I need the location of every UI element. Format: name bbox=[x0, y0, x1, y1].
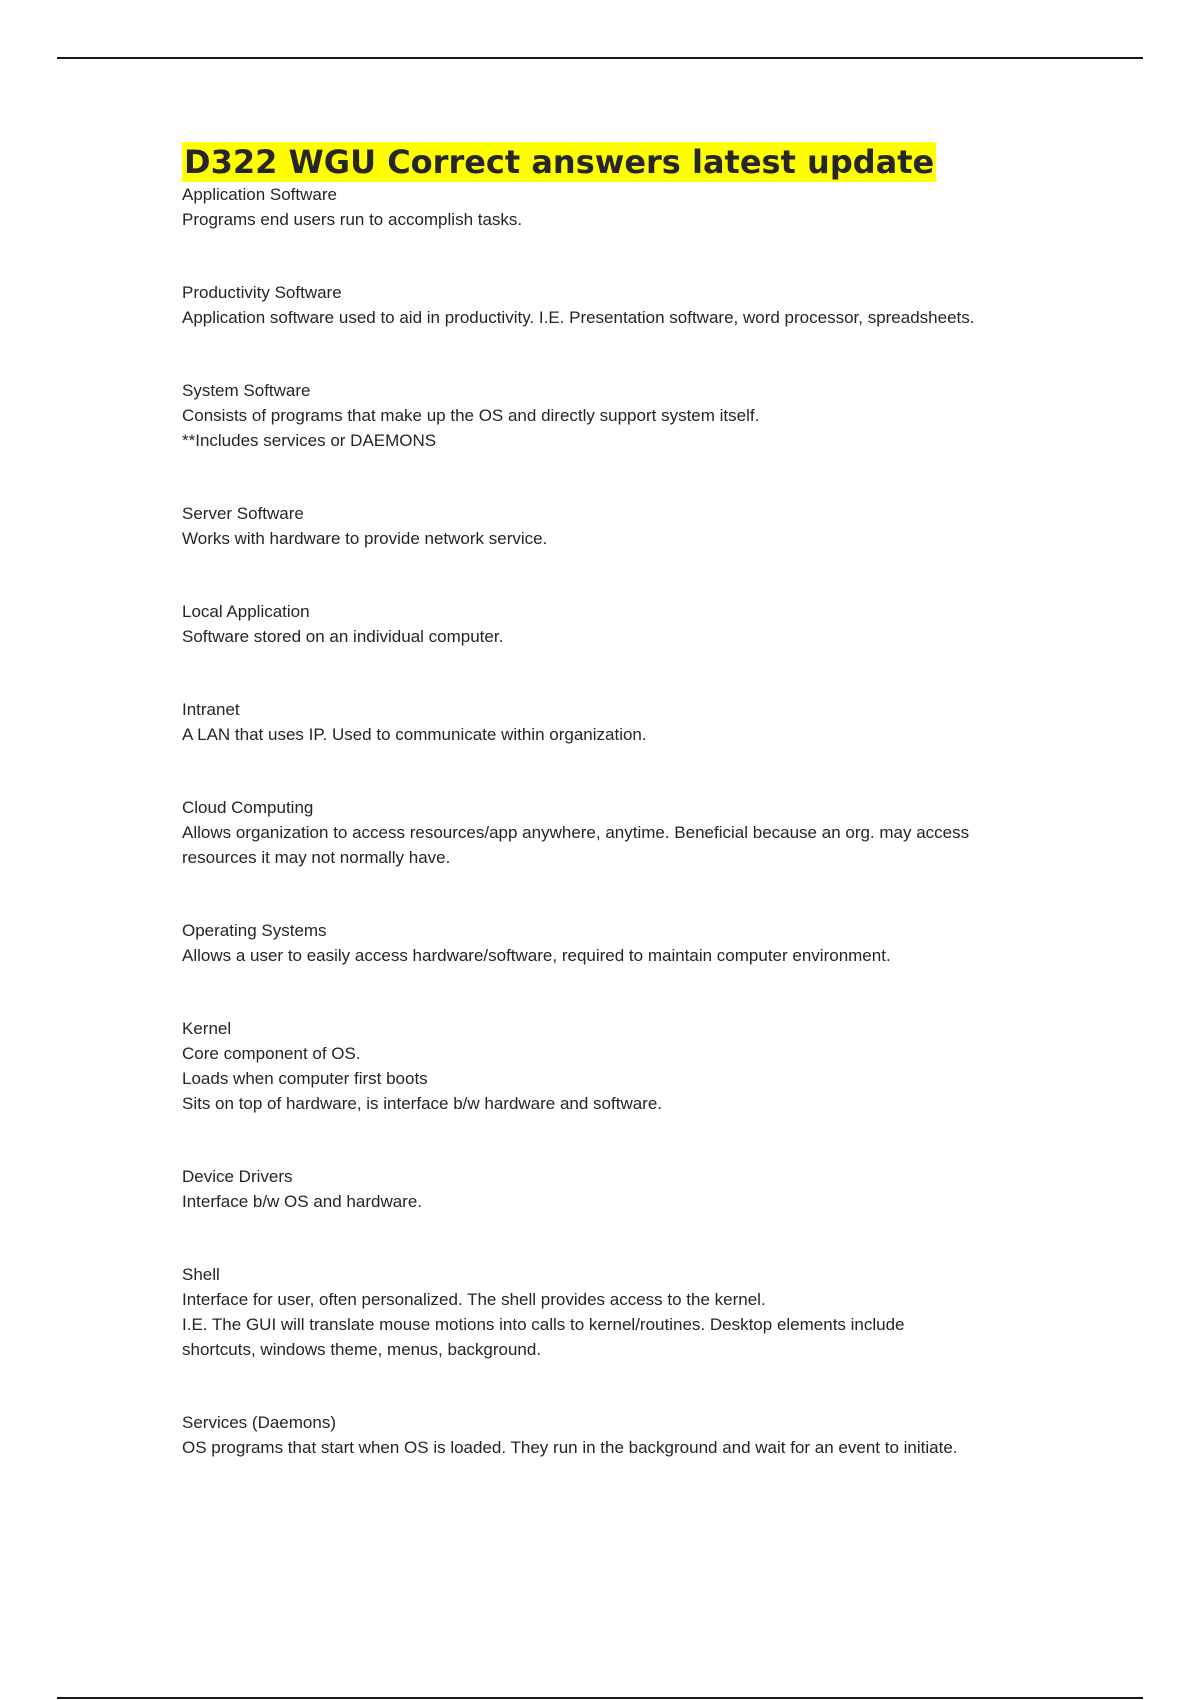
entry-server-software bbox=[182, 501, 982, 551]
entry-definition: A LAN that uses IP. Used to communicate within organization. bbox=[182, 725, 647, 744]
entry-term: Operating Systems bbox=[182, 921, 327, 940]
entry-intranet bbox=[182, 697, 982, 747]
entry-term: System Software bbox=[182, 381, 311, 400]
header-rule bbox=[57, 57, 1143, 59]
entry-definition: Interface for user, often personalized. The shell provides access to the kernel. bbox=[182, 1290, 766, 1309]
entry-definition: Loads when computer first boots bbox=[182, 1069, 428, 1088]
entry-definition: OS programs that start when OS is loaded. They run in the background and wait for an event to initiate. bbox=[182, 1438, 958, 1457]
entry-term: Kernel bbox=[182, 1019, 232, 1038]
entry-definition: Interface b/w OS and hardware. bbox=[182, 1192, 423, 1211]
entry-definition: Core component of OS. bbox=[182, 1044, 361, 1063]
entry-operating-systems bbox=[182, 918, 982, 968]
entry-term: Services (Daemons) bbox=[182, 1413, 336, 1432]
entry-term: Productivity Software bbox=[182, 283, 342, 302]
footer-rule bbox=[57, 1697, 1143, 1699]
entry-list bbox=[182, 182, 982, 1460]
entry-definition: Programs end users run to accomplish tasks. bbox=[182, 210, 523, 229]
entry-term: Local Application bbox=[182, 602, 310, 621]
entry-term: Intranet bbox=[182, 700, 240, 719]
document-body bbox=[182, 142, 982, 1460]
entry-term: Server Software bbox=[182, 504, 304, 523]
entry-term: Cloud Computing bbox=[182, 798, 314, 817]
entry-application-software bbox=[182, 182, 982, 232]
entry-definition: Allows a user to easily access hardware/software, required to maintain computer environment. bbox=[182, 946, 891, 965]
entry-device-drivers bbox=[182, 1164, 982, 1214]
entry-local-application bbox=[182, 599, 982, 649]
entry-system-software bbox=[182, 378, 982, 453]
entry-term: Application Software bbox=[182, 185, 337, 204]
entry-definition: Sits on top of hardware, is interface b/w hardware and software. bbox=[182, 1094, 663, 1113]
entry-definition: **Includes services or DAEMONS bbox=[182, 431, 437, 450]
entry-definition: Consists of programs that make up the OS and directly support system itself. bbox=[182, 406, 760, 425]
entry-shell bbox=[182, 1262, 982, 1362]
entry-services-daemons bbox=[182, 1410, 982, 1460]
entry-term: Shell bbox=[182, 1265, 220, 1284]
entry-kernel bbox=[182, 1016, 982, 1116]
document-title: D322 WGU Correct answers latest update bbox=[184, 143, 935, 181]
entry-definition: Works with hardware to provide network service. bbox=[182, 529, 548, 548]
entry-cloud-computing bbox=[182, 795, 982, 870]
entry-definition: I.E. The GUI will translate mouse motions into calls to kernel/routines. Desktop elements include shortcuts, windows theme, menus, background. bbox=[182, 1315, 905, 1359]
entry-definition: Allows organization to access resources/app anywhere, anytime. Beneficial because an org. may access resources it may not normally have. bbox=[182, 823, 970, 867]
entry-productivity-software bbox=[182, 280, 982, 330]
entry-definition: Software stored on an individual computer. bbox=[182, 627, 504, 646]
entry-definition: Application software used to aid in productivity. I.E. Presentation software, word processor, spreadsheets. bbox=[182, 308, 975, 327]
entry-term: Device Drivers bbox=[182, 1167, 293, 1186]
